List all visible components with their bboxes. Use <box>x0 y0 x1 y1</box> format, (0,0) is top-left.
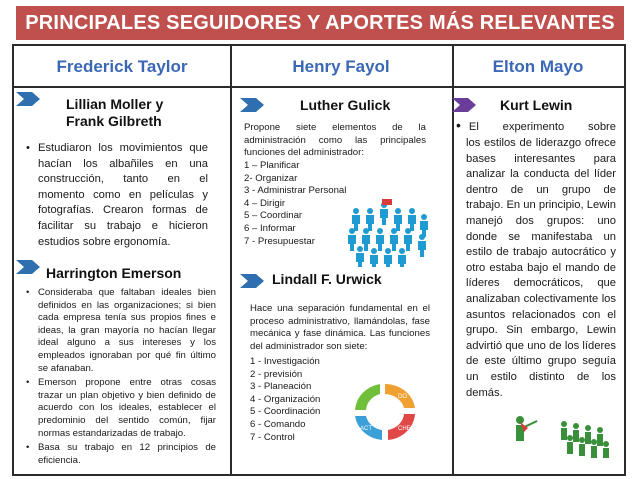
pdca-cycle-illustration <box>340 378 430 448</box>
list-item: 1 – Planificar <box>244 160 300 171</box>
lewin-name: Kurt Lewin <box>500 97 573 113</box>
gilbreth-contribution <box>26 141 208 250</box>
lewin-first-line <box>456 118 616 136</box>
list-item: 7 - Presupuestar <box>244 235 315 247</box>
gulick-intro: Propone siete elementos de la administración como las principales funciones del administrador: <box>244 122 426 159</box>
lewin-text-first: El experimento sobre <box>468 121 616 133</box>
list-item: 2 - previsión <box>250 368 303 380</box>
chevron-right-icon <box>238 272 268 290</box>
list-item: 5 - Coordinación <box>250 406 321 418</box>
column-header-mayo: Elton Mayo <box>452 46 624 88</box>
column-header-fayol: Henry Fayol <box>230 46 452 88</box>
gilbreth-text: • Estudiaron los movimientos que hacían los albañiles en una construcción, tanto en el momento como en películas y fotografías. Crearon formas de facilitar su trabajo e hicieron estudios sobre ergonomía. <box>26 141 208 250</box>
pdca-label-act: ACT <box>360 426 372 432</box>
urwick-functions-list <box>250 356 340 444</box>
pdca-label-do: DO <box>398 394 407 400</box>
list-item: • Basa su trabajo en 12 principios de eficiencia. <box>26 442 216 467</box>
column-divider <box>230 46 232 474</box>
list-item: 4 - Organización <box>250 393 321 405</box>
emerson-name: Harrington Emerson <box>46 265 182 281</box>
emerson-contributions <box>26 287 216 467</box>
list-item: 1 - Investigación <box>250 356 320 367</box>
gulick-name: Luther Gulick <box>300 97 391 113</box>
list-item: • Consideraba que faltaban ideales bien definidos en las organizaciones; si bien cada empresa tenía sus propios fines e ideas, la gran mayoría no hacían llegar ideal alguno a sus intereses y los empleados ignoraban por qué fin último se afanaban. <box>26 287 216 375</box>
lewin-text: los estilos de liderazgo ofrece bases interesantes para analizar la conducta del líder dentro de un grupo de trabajo. En un principio, Lewin manejó dos grupos: uno donde se manifestaba un estilo de trabajo autocrático y otro estaba bajo el mando de líderes democráticos, que analizaban colectivamente los asuntos relacionados con el grupo. Sin embargo, Lewin advirtió que uno de los líderes de este último grupo seguía un estilo distinto de los demás. <box>466 137 616 399</box>
list-item: 6 - Comando <box>250 418 306 430</box>
list-item: 2- Organizar <box>244 172 298 184</box>
gilbreth-name-line1: Lillian Moller y <box>66 96 164 112</box>
list-item: • Emerson propone entre otras cosas trazar un plan objetivo y bien definido de acuerdo con los ideales, establecer el predominio del sentido común, fijar normas estandarizadas de trabajo. <box>26 377 216 440</box>
bullet-icon: • <box>456 117 461 133</box>
list-item: 3 - Administrar Personal <box>244 185 347 197</box>
page-title: PRINCIPALES SEGUIDORES Y APORTES MÁS RELEVANTES <box>16 6 624 40</box>
urwick-name: Lindall F. Urwick <box>272 271 382 287</box>
team-people-illustration <box>344 197 436 267</box>
leader-group-illustration <box>506 400 620 458</box>
chevron-right-icon <box>238 96 268 114</box>
chevron-right-icon <box>14 258 44 276</box>
list-item: 7 - Control <box>250 431 295 443</box>
list-item: 4 – Dirigir <box>244 197 286 209</box>
chevron-right-icon <box>14 90 44 108</box>
urwick-intro: Hace una separación fundamental en el proceso administrativo, llamándolas, fase mecánica y fase dinámica. Las funciones del administrador son siete: <box>250 303 430 352</box>
gulick-functions-list <box>244 160 354 248</box>
list-item: 3 - Planeación <box>250 381 312 393</box>
list-item: 6 – Informar <box>244 222 296 234</box>
gilbreth-name <box>66 96 206 130</box>
gilbreth-name-line2: Frank Gilbreth <box>66 113 162 129</box>
pdca-label-check: CHECK <box>398 426 420 432</box>
column-header-taylor: Frederick Taylor <box>14 46 230 88</box>
list-item: 5 – Coordinar <box>244 210 303 222</box>
chevron-right-icon <box>450 96 480 114</box>
